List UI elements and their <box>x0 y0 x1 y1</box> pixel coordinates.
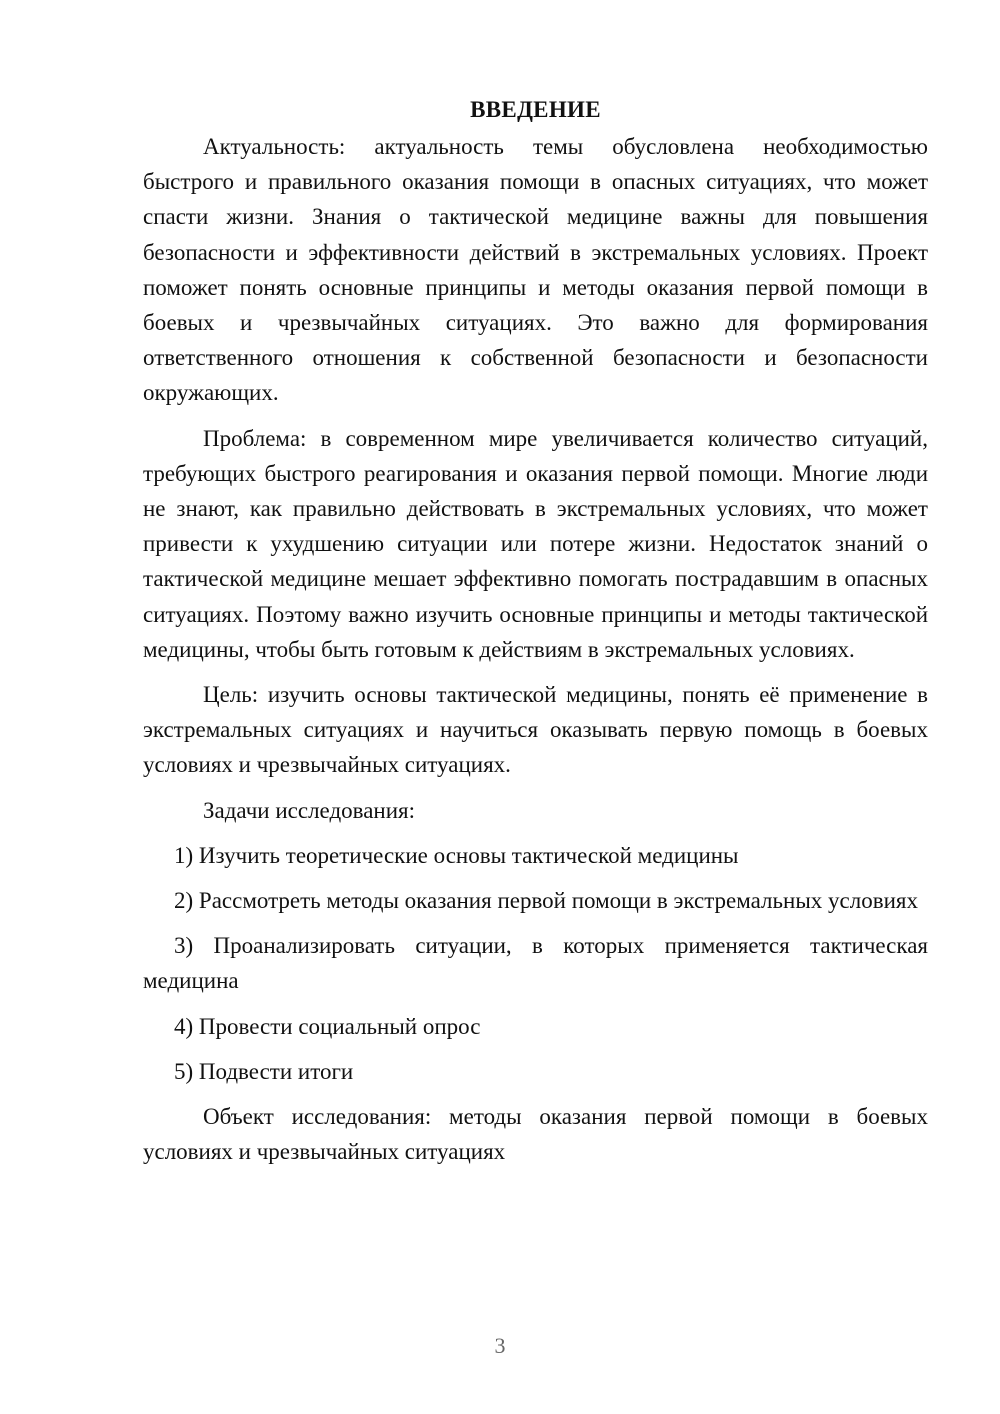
relevance-paragraph: Актуальность: актуальность темы обусловлена необходимостью быстрого и правильного оказания помощи в опасных ситуациях, что может спасти жизни. Знания о тактической медицине важны для повышения безопасности и эффективности действий в экстремальных условиях. Проект поможет понять основные принципы и методы оказания первой помощи в боевых и чрезвычайных ситуациях. Это важно для формирования ответственного отношения к собственной безопасности и безопасности окружающих. <box>143 134 928 406</box>
goal-paragraph: Цель: изучить основы тактической медицины, понять её применение в экстремальных ситуациях и научиться оказывать первую помощь в боевых условиях и чрезвычайных ситуациях. <box>143 682 928 778</box>
list-item: 5) Подвести итоги <box>174 1058 354 1084</box>
tasks-list <box>143 838 928 1089</box>
list-item: 2) Рассмотреть методы оказания первой помощи в экстремальных условиях <box>174 888 918 914</box>
list-item: 1) Изучить теоретические основы тактической медицины <box>174 842 739 868</box>
object-paragraph: Объект исследования: методы оказания первой помощи в боевых условиях и чрезвычайных ситуациях <box>143 1104 928 1165</box>
list-item: 3) Проанализировать ситуации, в которых применяется тактическая медицина <box>143 933 928 994</box>
page-number: 3 <box>494 1333 506 1358</box>
problem-paragraph: Проблема: в современном мире увеличивается количество ситуаций, требующих быстрого реагирования и оказания первой помощи. Многие люди не знают, как правильно действовать в экстремальных условиях, что может привести к ухудшению ситуации или потере жизни. Недостаток знаний о тактической медицине мешает эффективно помогать пострадавшим в опасных ситуациях. Поэтому важно изучить основные принципы и методы тактической медицины, чтобы быть готовым к действиям в экстремальных условиях. <box>143 425 928 662</box>
section-heading: ВВЕДЕНИЕ <box>470 97 601 122</box>
page-content <box>143 92 928 1179</box>
list-item: 4) Провести социальный опрос <box>174 1013 481 1039</box>
tasks-title: Задачи исследования: <box>203 797 416 823</box>
